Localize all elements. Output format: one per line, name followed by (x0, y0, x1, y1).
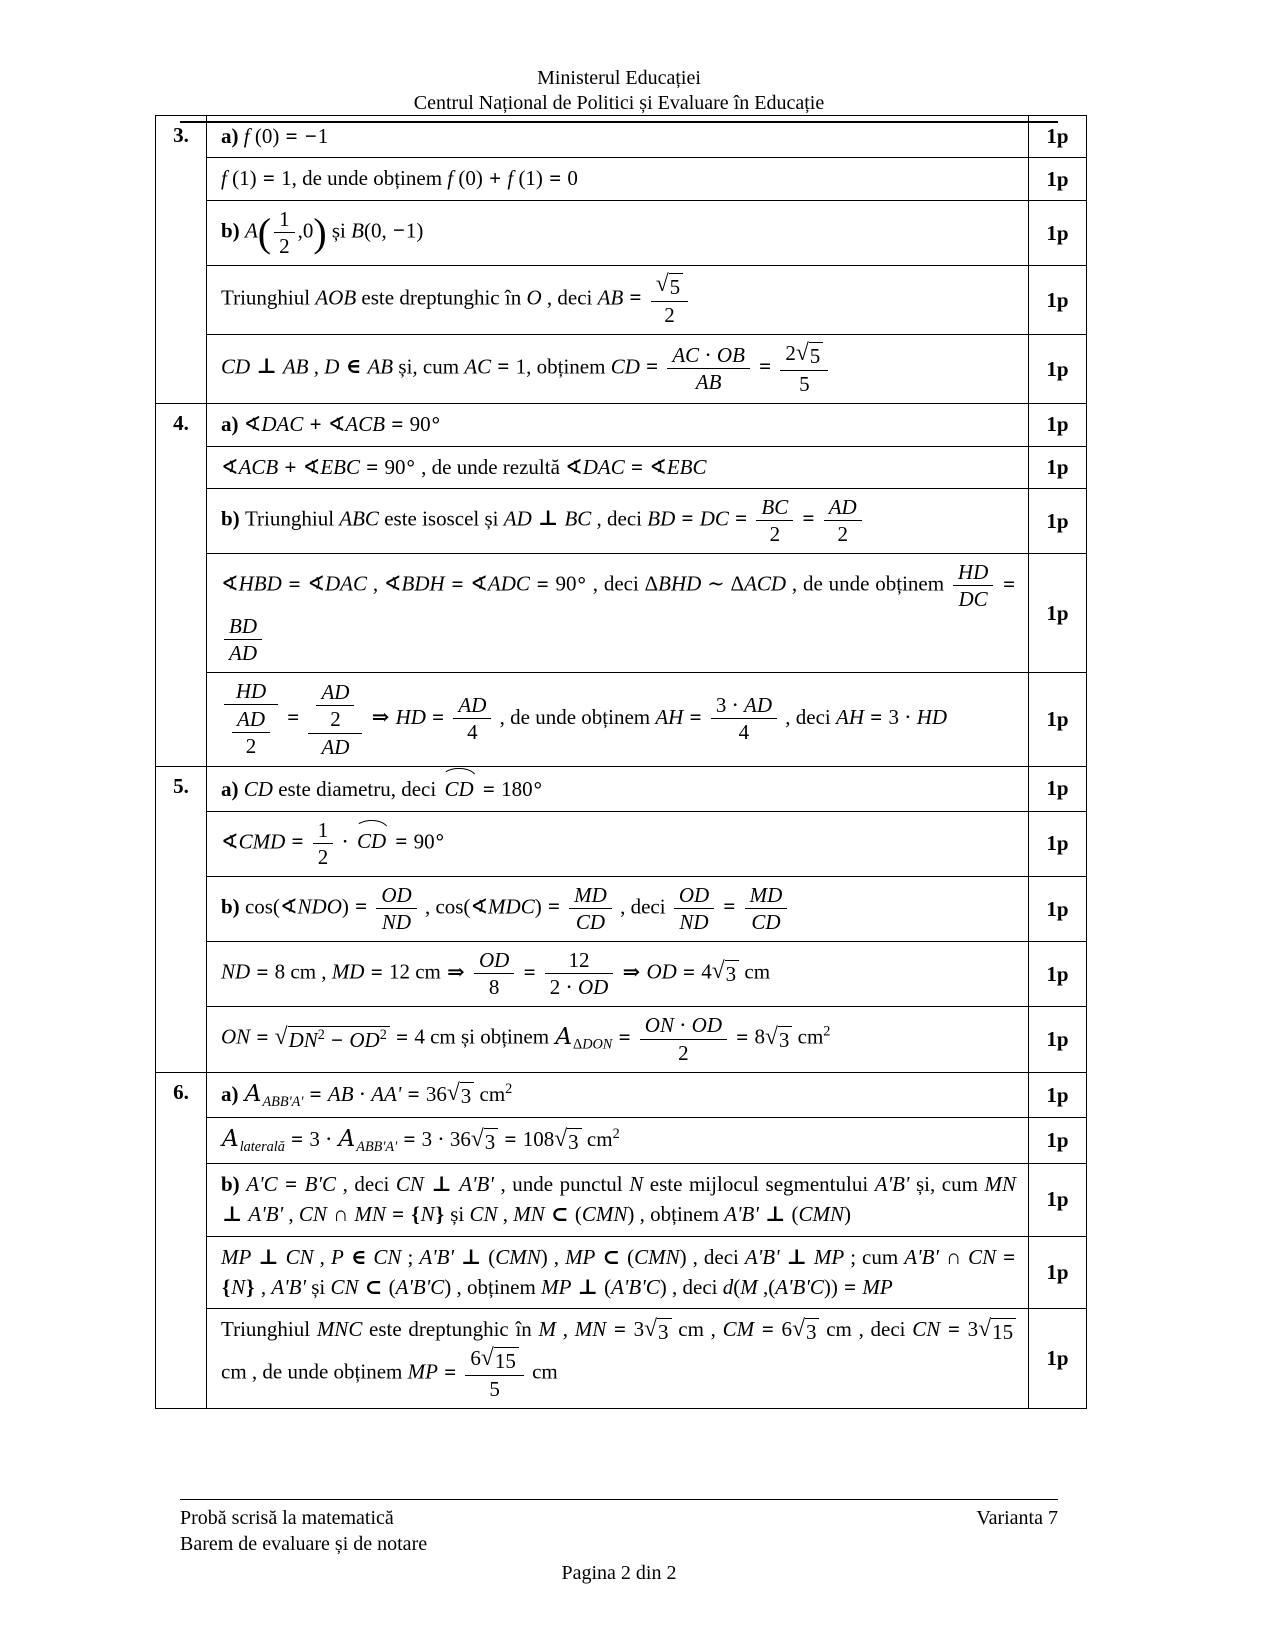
item-content: ∢ACB + ∢EBC = 90° , de unde rezultă ∢DAC = ∢EBC (221, 454, 707, 479)
sqrt-radical-icon: √ (978, 1316, 992, 1343)
item-points: 1p (1028, 554, 1086, 672)
question-number: 4. (156, 404, 207, 766)
item-points: 1p (1028, 489, 1086, 553)
sqrt-radical-icon: √ (764, 1023, 778, 1050)
item-row (207, 554, 1086, 673)
item-content: ON = √ $DN^2 - OD^2$ = 4 cm și obținem $A_{\Delta DON}$ = $\frac{ON \cdot OD}{2}$ = 8 √ 3 $cm^2$ (221, 1013, 831, 1065)
item-content: b) A'C = B'C , deci CN ⊥ A'B' , unde punctul N este mijlocul segmentului A'B' și, cum MN ⊥ A'B' , CN ∩ MN = {N} și CN , MN ⊂ (CMN) , obținem A'B' ⊥ (CMN) (221, 1171, 1016, 1227)
item-row (207, 158, 1086, 200)
center-title: Centrul Național de Politici și Evaluare în Educație (180, 91, 1058, 123)
sqrt-radical-icon: √ (554, 1125, 568, 1152)
item-points: 1p (1028, 1237, 1086, 1309)
item-points: 1p (1028, 1118, 1086, 1162)
footer-page-number: Pagina 2 din 2 (561, 1562, 677, 1584)
item-content: b) cos(∢NDO) = $\frac{OD}{ND}$ , cos(∢MDC) = $\frac{MD}{CD}$ , deci $\frac{OD}{ND}$ = $\frac{MD}{CD}$ (207, 877, 1028, 941)
item-row (207, 1007, 1086, 1071)
footer (180, 1499, 1058, 1586)
item-content: a) CD este diametru, deci CD = 180° (207, 767, 1028, 810)
item-row (207, 812, 1086, 877)
question-number: 5. (156, 767, 207, 1072)
question-items (207, 404, 1086, 766)
item-points: 1p (1028, 201, 1086, 265)
item-row (207, 266, 1086, 335)
item-points: 1p (1028, 767, 1086, 810)
item-content: CD ⊥ AB , D ∈ AB și, cum AC = 1, obținem CD = $\frac{AC \cdot OB}{AB}$ = 2 √ 5 5 (207, 335, 1028, 403)
item-points: 1p (1028, 1164, 1086, 1236)
question-number: 6. (156, 1073, 207, 1408)
sqrt-radical-icon: √ (446, 1080, 460, 1107)
item-row (207, 1237, 1086, 1310)
question-number: 3. (156, 116, 207, 403)
sqrt-radical-icon: √ (655, 270, 669, 297)
footer-rubric-name: Barem de evaluare și de notare (180, 1533, 428, 1555)
item-row (207, 877, 1086, 942)
footer-variant: Varianta 7 (976, 1507, 1058, 1529)
item-points: 1p (1028, 266, 1086, 334)
item-content: $\frac{HD}{\frac{AD}{2}}$ = $\frac{\frac{AD}{2}}{AD}$ ⇒ HD = $\frac{AD}{4}$ , de unde obținem AH = $\frac{3 \cdot AD}{4}$ , deci AH = 3 ⋅ HD (207, 673, 1028, 766)
item-points: 1p (1028, 673, 1086, 766)
item-content: b) Triunghiul ABC este isoscel și AD ⊥ BC , deci BD = DC = $\frac{BC}{2}$ = $\frac{AD}{2}$ (207, 489, 1028, 553)
item-content: f (1) = 1, de unde obținem f (0) + f (1) = 0 (221, 166, 578, 191)
item-points: 1p (1028, 1007, 1086, 1071)
item-points: 1p (1028, 404, 1086, 445)
item-row (207, 404, 1086, 446)
item-row (207, 201, 1086, 266)
footer-rule (180, 1499, 1058, 1500)
item-content: a) ∢DAC + ∢ACB = 90° (221, 412, 440, 437)
question-row (156, 404, 1086, 767)
item-points: 1p (1028, 335, 1086, 403)
question-items (207, 767, 1086, 1072)
item-row (207, 447, 1086, 489)
item-row (207, 767, 1086, 811)
item-row (207, 489, 1086, 554)
footer-exam-name: Probă scrisă la matematică (180, 1507, 394, 1529)
item-content: b) A ( $\frac{1}{2}$ ,0 ) și B(0, −1) (221, 206, 424, 259)
item-points: 1p (1028, 447, 1086, 488)
item-row (207, 335, 1086, 403)
item-content: ∢HBD = ∢DAC , ∢BDH = ∢ADC = 90° , deci ΔBHD ∼ ΔACD , de unde obținem $\frac{HD}{DC}$ = $\frac{BD}{AD}$ (221, 560, 1016, 665)
question-items (207, 116, 1086, 403)
item-points: 1p (1028, 877, 1086, 941)
question-row (156, 116, 1086, 404)
item-row (207, 673, 1086, 766)
sqrt-radical-icon: √ (644, 1316, 658, 1343)
sqrt-radical-icon: √ (795, 339, 809, 366)
item-points: 1p (1028, 1309, 1086, 1408)
question-row (156, 767, 1086, 1073)
sqrt-radical-icon: √ (711, 958, 725, 985)
sqrt-radical-icon: √ (470, 1125, 484, 1152)
item-content: a) $A_{ABB'A'}$ = AB ⋅ AA' = 36 √ 3 $cm^2$ (221, 1080, 513, 1110)
item-row (207, 1118, 1086, 1163)
question-items (207, 1073, 1086, 1408)
item-content: MP ⊥ CN , P ∈ CN ; A'B' ⊥ (CMN) , MP ⊂ (CMN) , deci A'B' ⊥ MP ; cum A'B' ∩ CN = {N} , A'B' și CN ⊂ (A'B'C) , obținem MP ⊥ (A'B'C) , deci d(M ,(A'B'C)) = MP (221, 1244, 1016, 1300)
item-content: Triunghiul AOB este dreptunghic în O , deci AB = √ 5 2 (207, 266, 1028, 334)
item-content: ∢CMD = $\frac{1}{2}$ ⋅ CD = 90° (221, 817, 444, 869)
item-content: Triunghiul MNC este dreptunghic în M , MN = 3 √ 3 cm , CM = 6 √ 3 cm , deci CN = 3 √ 15 cm , de unde obținem MP = 6 √ 15 5 cm (207, 1309, 1028, 1408)
item-row (207, 1164, 1086, 1237)
sqrt-radical-icon: √ (274, 1023, 288, 1050)
item-points: 1p (1028, 812, 1086, 876)
score-table (155, 115, 1087, 1409)
item-row (207, 1309, 1086, 1408)
item-content: a) f (0) = −1 (221, 124, 329, 148)
question-row (156, 1073, 1086, 1408)
item-points: 1p (1028, 116, 1086, 157)
item-row (207, 942, 1086, 1007)
item-content: $A_{laterală} = 3 \cdot A_{ABB'A'} = 3 \cdot 36$ √ 3 = 108 √ 3 $cm^2$ (222, 1125, 620, 1156)
item-points: 1p (1028, 158, 1086, 199)
item-content: ND = 8 cm , MD = 12 cm ⇒ $\frac{OD}{8}$ = $\frac{12}{2 \cdot OD}$ ⇒ OD = 4 √ 3 cm (221, 948, 771, 1000)
item-row (207, 1073, 1086, 1118)
item-row (207, 116, 1086, 158)
sqrt-radical-icon: √ (480, 1344, 494, 1371)
item-points: 1p (1028, 942, 1086, 1006)
ministry-title: Ministerul Educației (537, 67, 701, 89)
sqrt-radical-icon: √ (792, 1316, 805, 1343)
item-points: 1p (1028, 1073, 1086, 1117)
